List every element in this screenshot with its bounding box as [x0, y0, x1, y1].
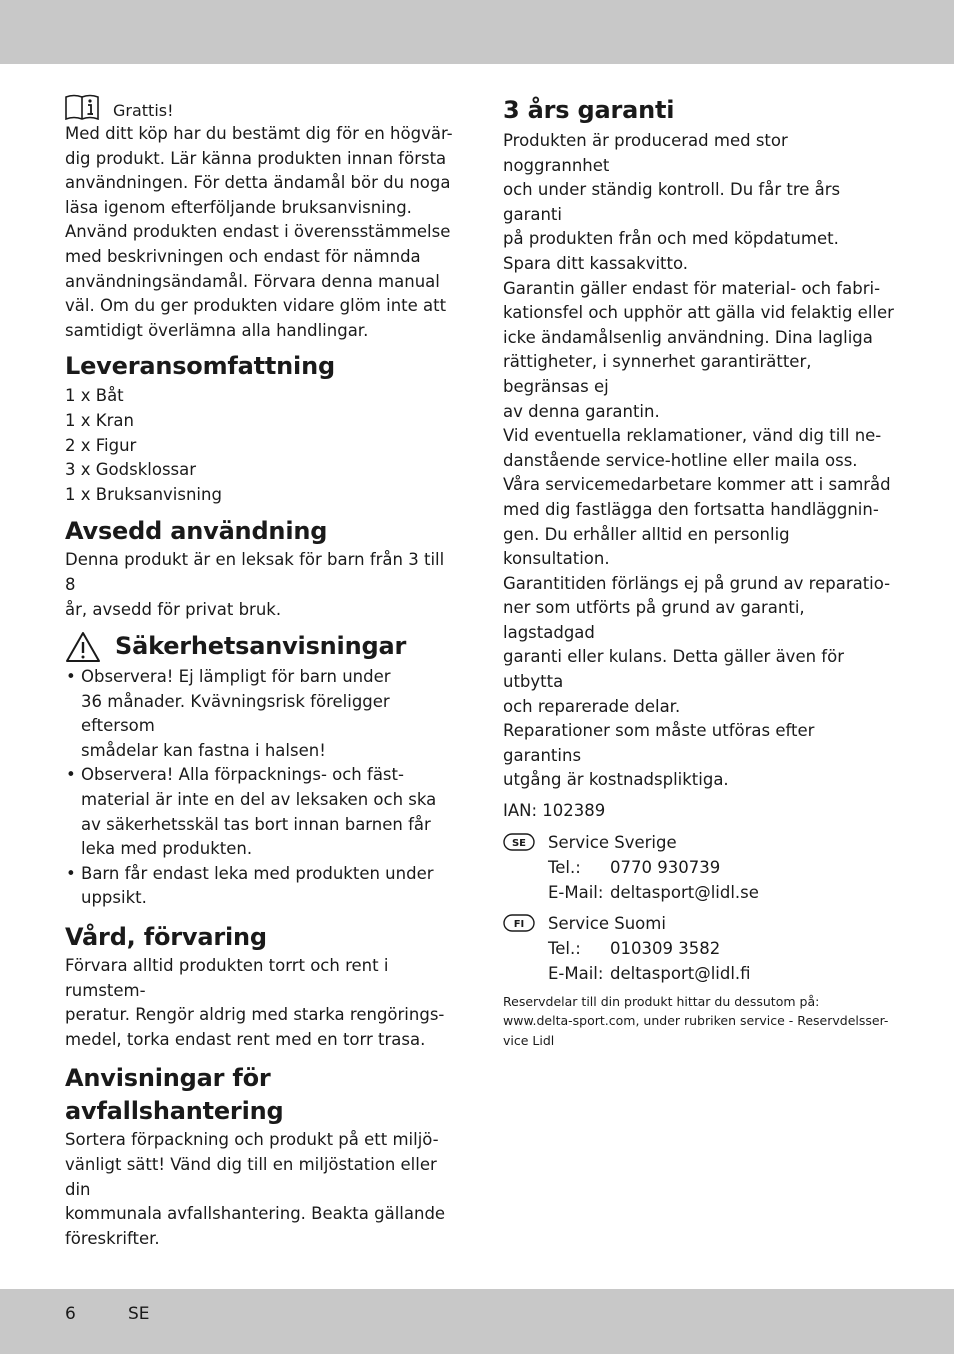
- sweden-phone: 0770 930739: [610, 857, 721, 877]
- finland-email: deltasport@lidl.fi: [610, 963, 751, 983]
- service-sweden-name: Service Sverige: [548, 832, 677, 852]
- intended-use-text: Denna produkt är en leksak för barn från 3 till 8 år, avsedd för privat bruk.: [65, 550, 445, 619]
- service-finland: [503, 911, 895, 986]
- intro-heading: Grattis!: [113, 101, 174, 120]
- list-item: 1 x Bruksanvisning: [65, 484, 222, 504]
- tel-label: Tel.:: [548, 857, 581, 877]
- care-text: Förvara alltid produkten torrt och rent i rumstem- peratur. Rengör aldrig med starka rengörings- medel, torka endast rent med en torr trasa.: [65, 956, 445, 1049]
- manual-info-icon: [65, 94, 99, 120]
- finland-phone: 010309 3582: [610, 938, 721, 958]
- disposal-text: Sortera förpackning och produkt på ett miljö- vänligt sätt! Vänd dig till en miljöstation eller din kommunala avfallshantering. Beakta gällande föreskrifter.: [65, 1130, 446, 1248]
- delivery-list: [65, 384, 457, 507]
- intended-use-title: Avsedd användning: [65, 517, 328, 546]
- header-band: [0, 0, 954, 64]
- disposal-title: Anvisningar för avfallshantering: [65, 1064, 284, 1126]
- ian-number: IAN: 102389: [503, 801, 606, 821]
- right-column: [503, 94, 895, 1050]
- safety-title: Säkerhetsanvisningar: [115, 632, 407, 661]
- page-number: 6: [65, 1304, 76, 1324]
- spare-parts-note: Reservdelar till din produkt hittar du dessutom på: www.delta-sport.com, under rubriken service - Reservdelsser- vice Lidl: [503, 993, 889, 1048]
- safety-list: [65, 665, 457, 911]
- sweden-badge-label: SE: [511, 837, 527, 849]
- list-item: 3 x Godsklossar: [65, 460, 197, 480]
- warranty-title: 3 års garanti: [503, 96, 675, 124]
- list-item: • Observera! Ej lämpligt för barn under 36 månader. Kvävningsrisk föreligger eftersom smådelar kan fastna i halsen!: [65, 665, 457, 763]
- email-label: E-Mail:: [548, 882, 604, 902]
- sweden-email: deltasport@lidl.se: [610, 882, 759, 902]
- safety-header: [65, 630, 457, 663]
- sweden-country-badge: [503, 833, 535, 851]
- tel-label: Tel.:: [548, 938, 581, 958]
- warning-triangle-icon: [65, 631, 101, 663]
- list-item: 2 x Figur: [65, 435, 137, 455]
- list-item: 1 x Kran: [65, 410, 134, 430]
- list-item: • Barn får endast leka med produkten under uppsikt.: [65, 862, 457, 911]
- language-code: SE: [128, 1304, 150, 1324]
- list-item: • Observera! Alla förpacknings- och fäst- material är inte en del av leksaken och ska av säkerhetsskäl tas bort innan barnen får leka med produkten.: [65, 763, 457, 861]
- warranty-text: Produkten är producerad med stor noggrannhet och under ständig kontroll. Du får tre års garanti på produkten från och med köpdatumet. Spara ditt kassakvitto. Garantin gäller endast för material- och fabri- kationsfel och upphör att gälla vid felaktig eller icke ändamålsenlig användning. Dina lagliga rättigheter, i synnerhet garantirätter, begränsas ej av denna garantin. Vid eventuella reklamationer, vänd dig till ne- danstående service-hotline eller maila oss. Våra servicemedarbetare kommer att i samråd med dig fastlägga den fortsatta handläggnin- gen. Du erhåller alltid en personlig konsultation. Garantitiden förlängs ej på grund av reparatio- ner som utförts på grund av garanti, lagstadgad garanti eller kulans. Detta gäller även för utbytta och reparerade delar. Reparationer som måste utföras efter garantins utgång är kostnadspliktiga.: [503, 131, 894, 790]
- finland-badge-label: FI: [513, 918, 525, 930]
- intro-header: [65, 94, 457, 120]
- care-title: Vård, förvaring: [65, 923, 267, 952]
- list-item: 1 x Båt: [65, 386, 124, 406]
- service-sweden: [503, 830, 895, 905]
- email-label: E-Mail:: [548, 963, 604, 983]
- left-column: [65, 94, 457, 1251]
- service-finland-name: Service Suomi: [548, 913, 666, 933]
- finland-country-badge: [503, 914, 535, 932]
- intro-text: Med ditt köp har du bestämt dig för en högvär- dig produkt. Lär känna produkten innan första användningen. För detta ändamål bör du noga läsa igenom efterföljande bruksanvisning. Använd produkten endast i överensstämmelse med beskrivningen och endast för nämnda användningsändamål. Förvara denna manual väl. Om du ger produkten vidare glöm inte att samtidigt överlämna alla handlingar.: [65, 124, 453, 340]
- delivery-title: Leveransomfattning: [65, 352, 335, 381]
